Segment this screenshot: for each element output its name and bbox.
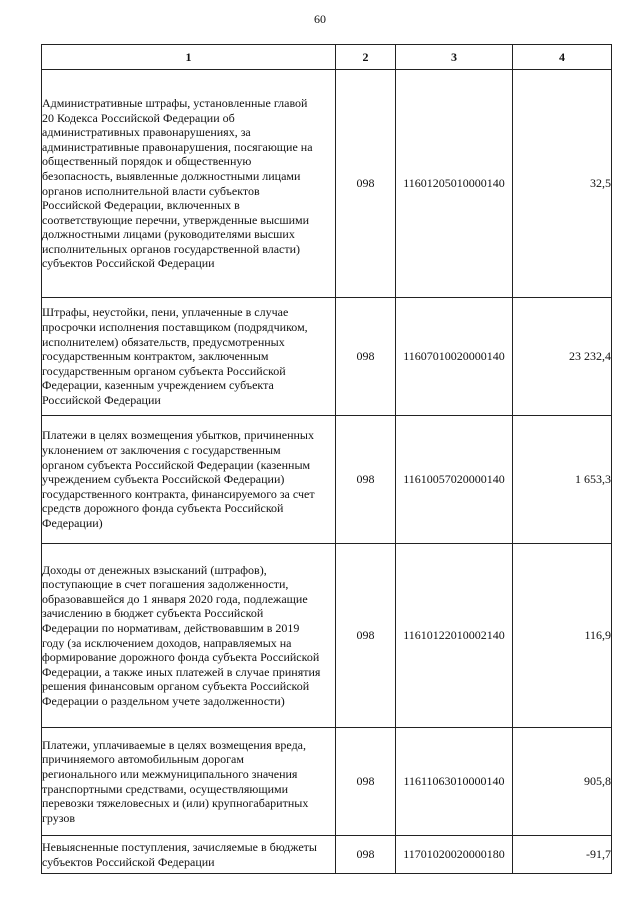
description-line: зачислению в бюджет субъекта Российской (42, 606, 264, 621)
revenue-table (41, 44, 612, 874)
description-line: Административные штрафы, установленные главой (42, 95, 308, 110)
description-line: уклонением от заключения с государственным (42, 443, 281, 458)
description-line: Доходы от денежных взысканий (штрафов), (42, 562, 267, 577)
description-line: административных правонарушениях, за (42, 125, 251, 140)
description-line: Федерации, казенным учреждением субъекта (42, 378, 274, 393)
description-line: Российской Федерации (42, 392, 161, 407)
table-body (42, 70, 612, 874)
description-line: общественный порядок и общественную (42, 154, 252, 169)
header-col-3: 3 (396, 45, 513, 70)
table-row (42, 298, 612, 416)
table-row (42, 544, 612, 728)
row-admin-code: 098 (336, 416, 396, 544)
row-amount: 1 653,3 (513, 416, 612, 544)
row-amount: 23 232,4 (513, 298, 612, 416)
description-line: перевозки тяжеловесных и (или) крупногабаритных (42, 796, 309, 811)
row-admin-code: 098 (336, 728, 396, 836)
description-line: исполнителем) обязательств, предусмотренных (42, 334, 285, 349)
description-line: Федерации о раздельном учете задолженности) (42, 693, 285, 708)
description-line: государственного контракта, финансируемого за счет (42, 486, 315, 501)
description-line: Федерации по нормативам, действовавшим в 2019 (42, 620, 300, 635)
description-line: Штрафы, неустойки, пени, уплаченные в случае (42, 305, 289, 320)
row-kbk-code: 11601205010000140 (396, 70, 513, 298)
row-amount: -91,7 (513, 836, 612, 874)
description-line: грузов (42, 810, 76, 825)
description-line: государственным органом субъекта Российской (42, 363, 286, 378)
description-line: 20 Кодекса Российской Федерации об (42, 110, 235, 125)
description-line: учреждением субъекта Российской Федерации) (42, 472, 285, 487)
header-col-1: 1 (42, 45, 336, 70)
description-line: просрочки исполнения поставщиком (подрядчиком, (42, 320, 308, 335)
description-line: решения финансовым органом субъекта Российской (42, 679, 310, 694)
description-line: административные правонарушения, посягающие на (42, 139, 313, 154)
description-line: Невыясненные поступления, зачисляемые в бюджеты (42, 839, 317, 854)
row-description (42, 70, 336, 298)
description-line: поступающие в счет погашения задолженности, (42, 577, 289, 592)
description-line: году (за исключением доходов, направляемых на (42, 635, 292, 650)
row-amount: 905,8 (513, 728, 612, 836)
description-line: причиняемого автомобильным дорогам (42, 752, 244, 767)
table-row (42, 416, 612, 544)
description-line: должностными лицами (руководителями высших (42, 227, 295, 242)
description-line: Федерации) (42, 515, 103, 530)
description-line: безопасность, выявленные должностными лицами (42, 168, 301, 183)
page-number: 60 (314, 12, 326, 26)
description-line: Федерации, а также иных платежей в случае принятия (42, 664, 321, 679)
row-amount: 116,9 (513, 544, 612, 728)
description-line: формирование дорожного фонда субъекта Российской (42, 650, 320, 665)
description-line: образовавшейся до 1 января 2020 года, подлежащие (42, 591, 308, 606)
description-line: Платежи в целях возмещения убытков, причиненных (42, 428, 314, 443)
row-description (42, 836, 336, 874)
table-row (42, 70, 612, 298)
row-description (42, 298, 336, 416)
row-admin-code: 098 (336, 298, 396, 416)
row-description (42, 544, 336, 728)
row-kbk-code: 11611063010000140 (396, 728, 513, 836)
description-line: исполнительных органов государственной власти) (42, 241, 301, 256)
row-description (42, 416, 336, 544)
header-col-4: 4 (513, 45, 612, 70)
row-description (42, 728, 336, 836)
description-line: органов исполнительной власти субъектов (42, 183, 260, 198)
description-line: транспортными средствами, осуществляющими (42, 781, 289, 796)
description-line: субъектов Российской Федерации (42, 854, 215, 869)
header-col-2: 2 (336, 45, 396, 70)
row-kbk-code: 11607010020000140 (396, 298, 513, 416)
row-admin-code: 098 (336, 70, 396, 298)
row-admin-code: 098 (336, 836, 396, 874)
description-line: Российской Федерации, включенных в (42, 198, 240, 213)
description-line: субъектов Российской Федерации (42, 256, 215, 271)
description-line: государственным контрактом, заключенным (42, 349, 269, 364)
row-admin-code: 098 (336, 544, 396, 728)
row-kbk-code: 11701020020000180 (396, 836, 513, 874)
row-amount: 32,5 (513, 70, 612, 298)
description-line: регионального или межмуниципального значения (42, 766, 298, 781)
table-row (42, 728, 612, 836)
row-kbk-code: 11610057020000140 (396, 416, 513, 544)
description-line: органом субъекта Российской Федерации (казенным (42, 457, 311, 472)
description-line: соответствующие перечни, утвержденные высшими (42, 212, 310, 227)
description-line: Платежи, уплачиваемые в целях возмещения вреда, (42, 737, 306, 752)
row-kbk-code: 11610122010002140 (396, 544, 513, 728)
description-line: средств дорожного фонда субъекта Российской (42, 501, 284, 516)
table-header-row (42, 45, 612, 70)
table-row (42, 836, 612, 874)
